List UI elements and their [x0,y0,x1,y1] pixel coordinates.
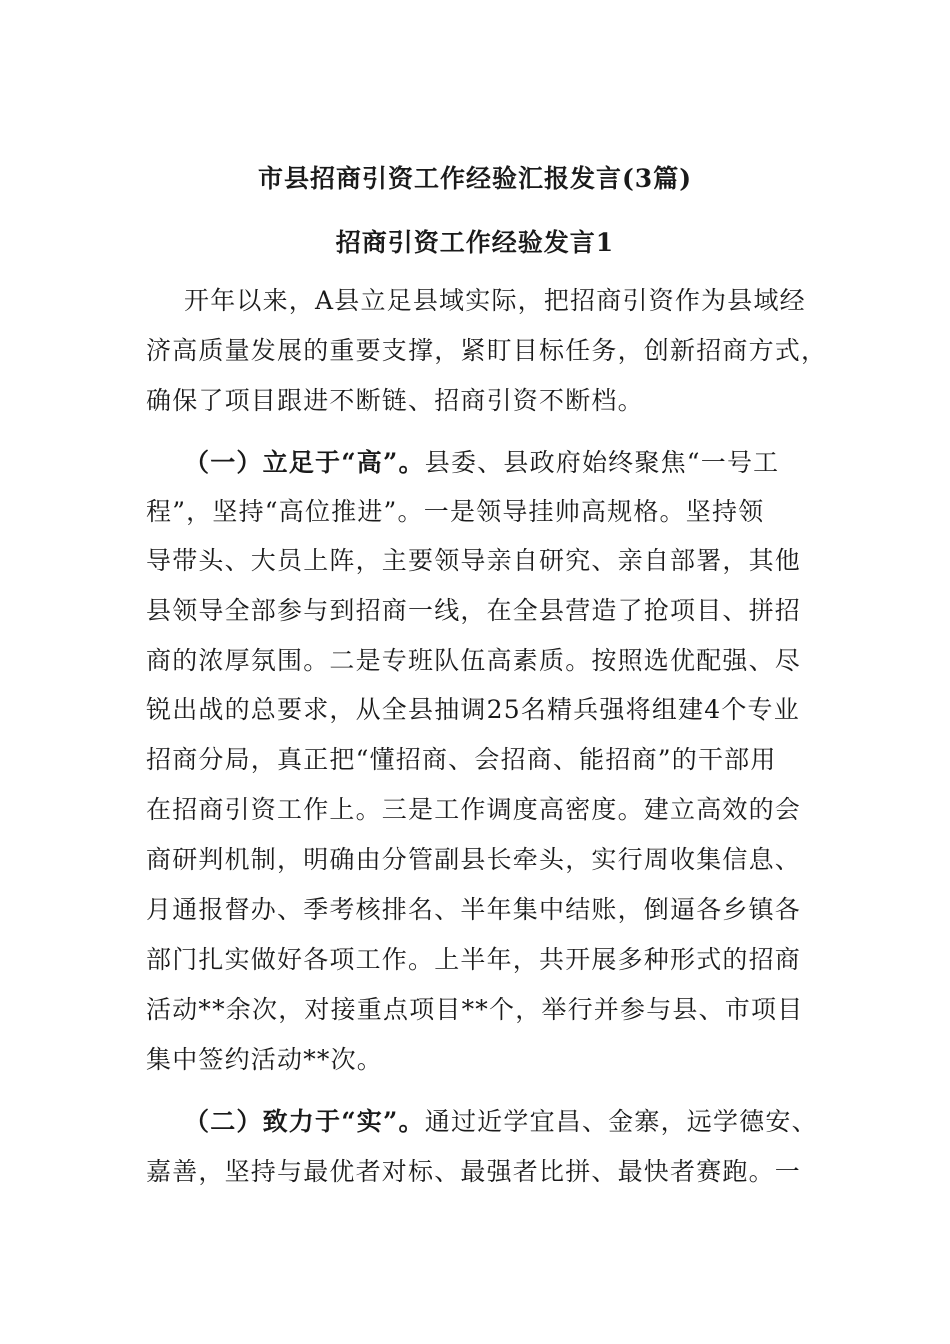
section1-line-6: 招商分局，真正把“懂招商、会招商、能招商”的干部用 [146,745,777,774]
section1-line-4: 商的浓厚氛围。二是专班队伍高素质。按照选优配强、尽 [146,646,802,675]
section1-line-8: 商研判机制，明确由分管副县长牵头，实行周收集信息、 [146,845,802,874]
document-title: 市县招商引资工作经验汇报发言(3篇) [257,164,693,193]
section1-line-5: 锐出战的总要求，从全县抽调25名精兵强将组建4个专业 [146,695,800,724]
section1-line-12: 集中签约活动**次。 [146,1045,384,1074]
intro-line-2: 济高质量发展的重要支撑，紧盯目标任务，创新招商方式， [146,336,828,365]
section2-first-line-text: 通过近学宜昌、金寨，远学德安、 [424,1107,818,1136]
document-subtitle: 招商引资工作经验发言1 [335,228,615,257]
section1-line-11: 活动**余次，对接重点项目**个，举行并参与县、市项目 [146,995,804,1024]
section2-line-1: 嘉善，坚持与最优者对标、最强者比拼、最快者赛跑。一 [146,1157,802,1186]
section1-line-7: 在招商引资工作上。三是工作调度高密度。建立高效的会 [146,795,802,824]
section1-line-2: 导带头、大员上阵，主要领导亲自研究、亲自部署，其他 [146,546,802,575]
intro-line-3: 确保了项目跟进不断链、招商引资不断档。 [146,386,644,415]
section1-line-1: 程”，坚持“高位推进”。一是领导挂帅高规格。坚持领 [146,497,765,526]
section1-first-line [184,446,779,480]
section1-line-9: 月通报督办、季考核排名、半年集中结账，倒逼各乡镇各 [146,895,802,924]
section2-heading: （二）致力于“实”。 [184,1107,425,1136]
section1-line-10: 部门扎实做好各项工作。上半年，共开展多种形式的招商 [146,945,802,974]
section2-first-line [184,1105,818,1139]
section1-first-line-text: 县委、县政府始终聚焦“一号工 [424,448,780,477]
intro-line-1: 开年以来，A县立足县域实际，把招商引资作为县域经 [184,286,806,315]
section1-heading: （一）立足于“高”。 [184,448,425,477]
section1-line-3: 县领导全部参与到招商一线，在全县营造了抢项目、拼招 [146,596,802,625]
